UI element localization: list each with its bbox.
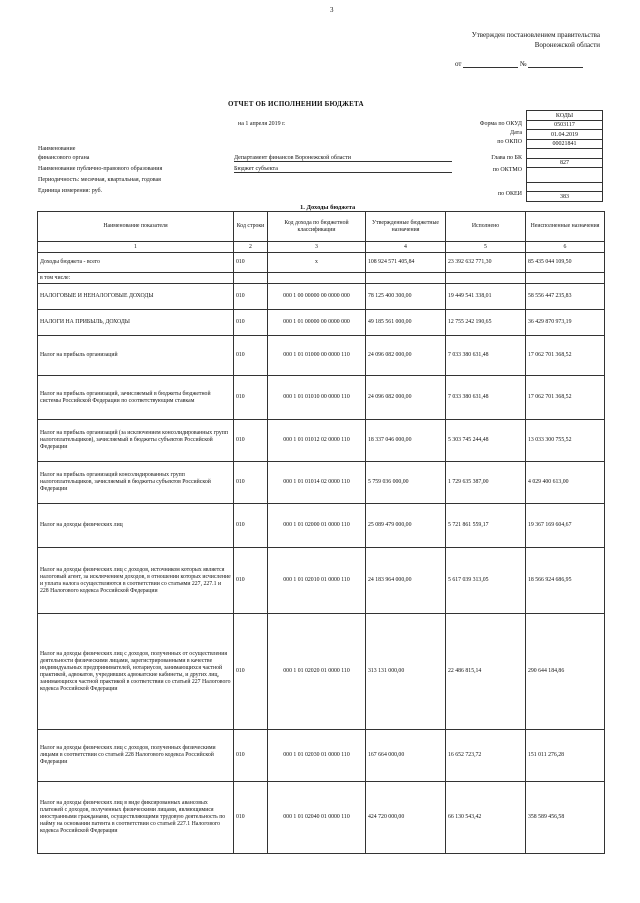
row-code [268, 273, 366, 284]
row-name: НАЛОГОВЫЕ И НЕНАЛОГОВЫЕ ДОХОДЫ [38, 284, 234, 310]
fin-org-value: Департамент финансов Воронежской области [234, 155, 452, 162]
row-remaining: 151 011 276,28 [526, 730, 605, 782]
table-row [38, 273, 605, 284]
table-row [38, 462, 605, 504]
codes-blank-2 [527, 182, 603, 191]
row-approved: 49 185 561 000,00 [366, 310, 446, 336]
oktmo-value [527, 167, 603, 182]
number-line [528, 60, 583, 68]
row-code: 000 1 01 02010 01 0000 110 [268, 548, 366, 614]
table-row [38, 548, 605, 614]
row-line: 010 [234, 310, 268, 336]
approval-line-1: Утвержден постановлением правительства [471, 31, 600, 39]
pub-entity-value: Бюджет субъекта [234, 166, 452, 173]
page-number: 3 [330, 6, 334, 14]
row-code: 000 1 01 02040 01 0000 110 [268, 782, 366, 854]
row-done: 22 486 815,14 [446, 614, 526, 730]
row-done [446, 273, 526, 284]
fin-org-label-2: финансового органа [38, 155, 90, 161]
row-code: 000 1 01 01000 00 0000 110 [268, 336, 366, 376]
row-name: Налог на доходы физических лиц в виде фиксированных авансовых платежей с доходов, полученных физическими лицами, являющимися иностранными гражданами, осуществляющими трудовую деятельность по найму на основании патента в соответствии со статьей 227.1 Налогового кодекса Российской Федерации [38, 782, 234, 854]
row-line: 010 [234, 376, 268, 420]
row-remaining: 358 589 456,58 [526, 782, 605, 854]
col-number: 6 [526, 242, 605, 253]
row-remaining: 4 029 400 613,00 [526, 462, 605, 504]
row-name: Доходы бюджета - всего [38, 253, 234, 273]
row-name: Налог на доходы физических лиц [38, 504, 234, 548]
pub-entity-label: Наименование публично-правового образования [38, 166, 163, 172]
column-numbers-row [38, 242, 605, 253]
row-code: 000 1 01 02020 01 0000 110 [268, 614, 366, 730]
row-remaining: 36 429 870 973,19 [526, 310, 605, 336]
row-remaining: 290 644 184,86 [526, 614, 605, 730]
row-name: Налог на прибыль организаций консолидированных групп налогоплательщиков, зачисляемый в бюджеты субъектов Российской Федерации [38, 462, 234, 504]
number-label: № [519, 60, 527, 68]
row-remaining: 85 435 044 109,50 [526, 253, 605, 273]
row-done: 16 652 723,72 [446, 730, 526, 782]
col-header-remaining: Неисполненные назначения [526, 212, 605, 242]
row-code: 000 1 01 00000 00 0000 000 [268, 310, 366, 336]
okei-label: по ОКЕИ [497, 191, 522, 197]
row-code: 000 1 00 00000 00 0000 000 [268, 284, 366, 310]
row-line: 010 [234, 504, 268, 548]
row-line: 010 [234, 420, 268, 462]
row-approved [366, 273, 446, 284]
okud-value: 0503117 [527, 121, 603, 130]
row-remaining [526, 273, 605, 284]
table-row [38, 730, 605, 782]
col-number: 1 [38, 242, 234, 253]
row-code: 000 1 01 01012 02 0000 110 [268, 420, 366, 462]
row-approved: 313 131 000,00 [366, 614, 446, 730]
table-row [38, 614, 605, 730]
okpo-value: 00021841 [527, 139, 603, 148]
row-approved: 18 337 046 000,00 [366, 420, 446, 462]
row-done: 5 617 039 313,05 [446, 548, 526, 614]
okpo-label: по ОКПО [497, 139, 522, 145]
row-name: НАЛОГИ НА ПРИБЫЛЬ, ДОХОДЫ [38, 310, 234, 336]
row-approved: 424 720 000,00 [366, 782, 446, 854]
section-title: 1. Доходы бюджета [300, 204, 356, 211]
from-label: от [455, 60, 462, 68]
row-remaining: 13 033 300 755,52 [526, 420, 605, 462]
approval-note [430, 30, 600, 50]
unit-label: Единица измерения: руб. [38, 188, 103, 194]
row-done: 19 449 541 338,01 [446, 284, 526, 310]
row-name: Налог на прибыль организаций (за исключением консолидированных групп налогоплательщиков), зачисляемый в бюджеты субъектов Российской Федерации [38, 420, 234, 462]
row-remaining: 18 566 924 686,95 [526, 548, 605, 614]
approval-date-number [455, 60, 583, 68]
date-label: Дата [510, 130, 522, 136]
row-code: 000 1 01 02000 01 0000 110 [268, 504, 366, 548]
row-line: 010 [234, 614, 268, 730]
row-done: 1 729 635 387,00 [446, 462, 526, 504]
col-number: 2 [234, 242, 268, 253]
table-row [38, 310, 605, 336]
row-approved: 108 924 571 405,84 [366, 253, 446, 273]
oktmo-label: по ОКТМО [492, 167, 522, 173]
row-name: Налог на доходы физических лиц с доходов, полученных физическими лицами в соответствии со статьей 228 Налогового кодекса Российской Федерации [38, 730, 234, 782]
row-approved: 167 664 000,00 [366, 730, 446, 782]
col-header-name: Наименование показателя [38, 212, 234, 242]
row-remaining: 58 556 447 235,83 [526, 284, 605, 310]
row-done: 12 755 242 190,65 [446, 310, 526, 336]
row-code: 000 1 01 01014 02 0000 110 [268, 462, 366, 504]
periodicity-label: Периодичность: месячная, квартальная, годовая [38, 177, 161, 183]
row-approved: 5 759 036 000,00 [366, 462, 446, 504]
row-line: 010 [234, 462, 268, 504]
row-done: 5 721 861 559,17 [446, 504, 526, 548]
report-title: ОТЧЕТ ОБ ИСПОЛНЕНИИ БЮДЖЕТА [228, 100, 364, 108]
row-name: Налог на доходы физических лиц с доходов, источником которых является налоговый агент, за исключением доходов, в отношении которых исчисление и уплата налога осуществляются в соответствии со статьями 227, 227.1 и 228 Налогового кодекса Российской Федерации [38, 548, 234, 614]
row-line: 010 [234, 730, 268, 782]
row-remaining: 17 062 701 368,52 [526, 376, 605, 420]
row-line: 010 [234, 284, 268, 310]
codes-blank [527, 149, 603, 158]
glava-label: Глава по БК [491, 155, 522, 161]
col-header-done: Исполнено [446, 212, 526, 242]
row-done: 7 033 380 631,48 [446, 376, 526, 420]
col-number: 5 [446, 242, 526, 253]
row-done: 5 303 745 244,48 [446, 420, 526, 462]
table-row [38, 253, 605, 273]
col-number: 4 [366, 242, 446, 253]
codes-box [526, 110, 603, 202]
date-line [463, 60, 518, 68]
table-row [38, 782, 605, 854]
row-name: Налог на доходы физических лиц с доходов, полученных от осуществления деятельности физическими лицами, зарегистрированными в качестве индивидуальных предпринимателей, нотариусов, занимающихся частной практикой, адвокатов, учредивших адвокатские кабинеты, и других лиц, занимающихся частной практикой в соответствии со статьей 227 Налогового кодекса Российской Федерации [38, 614, 234, 730]
fin-org-label-1: Наименование [38, 146, 76, 152]
row-done: 7 033 380 631,48 [446, 336, 526, 376]
row-remaining: 19 367 169 604,67 [526, 504, 605, 548]
report-date: на 1 апреля 2019 г. [238, 121, 286, 127]
row-name: в том числе: [38, 273, 234, 284]
row-line: 010 [234, 782, 268, 854]
row-code: 000 1 01 01010 00 0000 110 [268, 376, 366, 420]
income-table [37, 211, 605, 854]
table-row [38, 376, 605, 420]
table-row [38, 504, 605, 548]
row-approved: 24 096 082 000,00 [366, 376, 446, 420]
table-row [38, 284, 605, 310]
row-done: 66 130 543,42 [446, 782, 526, 854]
row-line: 010 [234, 548, 268, 614]
row-name: Налог на прибыль организаций [38, 336, 234, 376]
col-number: 3 [268, 242, 366, 253]
col-header-line: Код строки [234, 212, 268, 242]
table-header-row [38, 212, 605, 242]
approval-line-2: Воронежской области [534, 41, 600, 49]
date-value: 01.04.2019 [527, 130, 603, 139]
col-header-approved: Утвержденные бюджетные назначения [366, 212, 446, 242]
row-name: Налог на прибыль организаций, зачисляемый в бюджеты бюджетной системы Российской Федерации по соответствующим ставкам [38, 376, 234, 420]
row-remaining: 17 062 701 368,52 [526, 336, 605, 376]
table-row [38, 336, 605, 376]
row-line: 010 [234, 336, 268, 376]
codes-header: КОДЫ [527, 111, 603, 121]
row-approved: 24 183 964 000,00 [366, 548, 446, 614]
row-code: x [268, 253, 366, 273]
table-row [38, 420, 605, 462]
row-approved: 78 125 400 300,00 [366, 284, 446, 310]
glava-value: 827 [527, 158, 603, 167]
row-code: 000 1 01 02030 01 0000 110 [268, 730, 366, 782]
row-approved: 25 089 479 000,00 [366, 504, 446, 548]
row-done: 23 392 632 771,30 [446, 253, 526, 273]
row-line: 010 [234, 253, 268, 273]
row-approved: 24 096 082 000,00 [366, 336, 446, 376]
row-line [234, 273, 268, 284]
okei-value: 383 [527, 192, 603, 201]
okud-label: Форма по ОКУД [479, 121, 522, 127]
col-header-code: Код дохода по бюджетной классификации [268, 212, 366, 242]
